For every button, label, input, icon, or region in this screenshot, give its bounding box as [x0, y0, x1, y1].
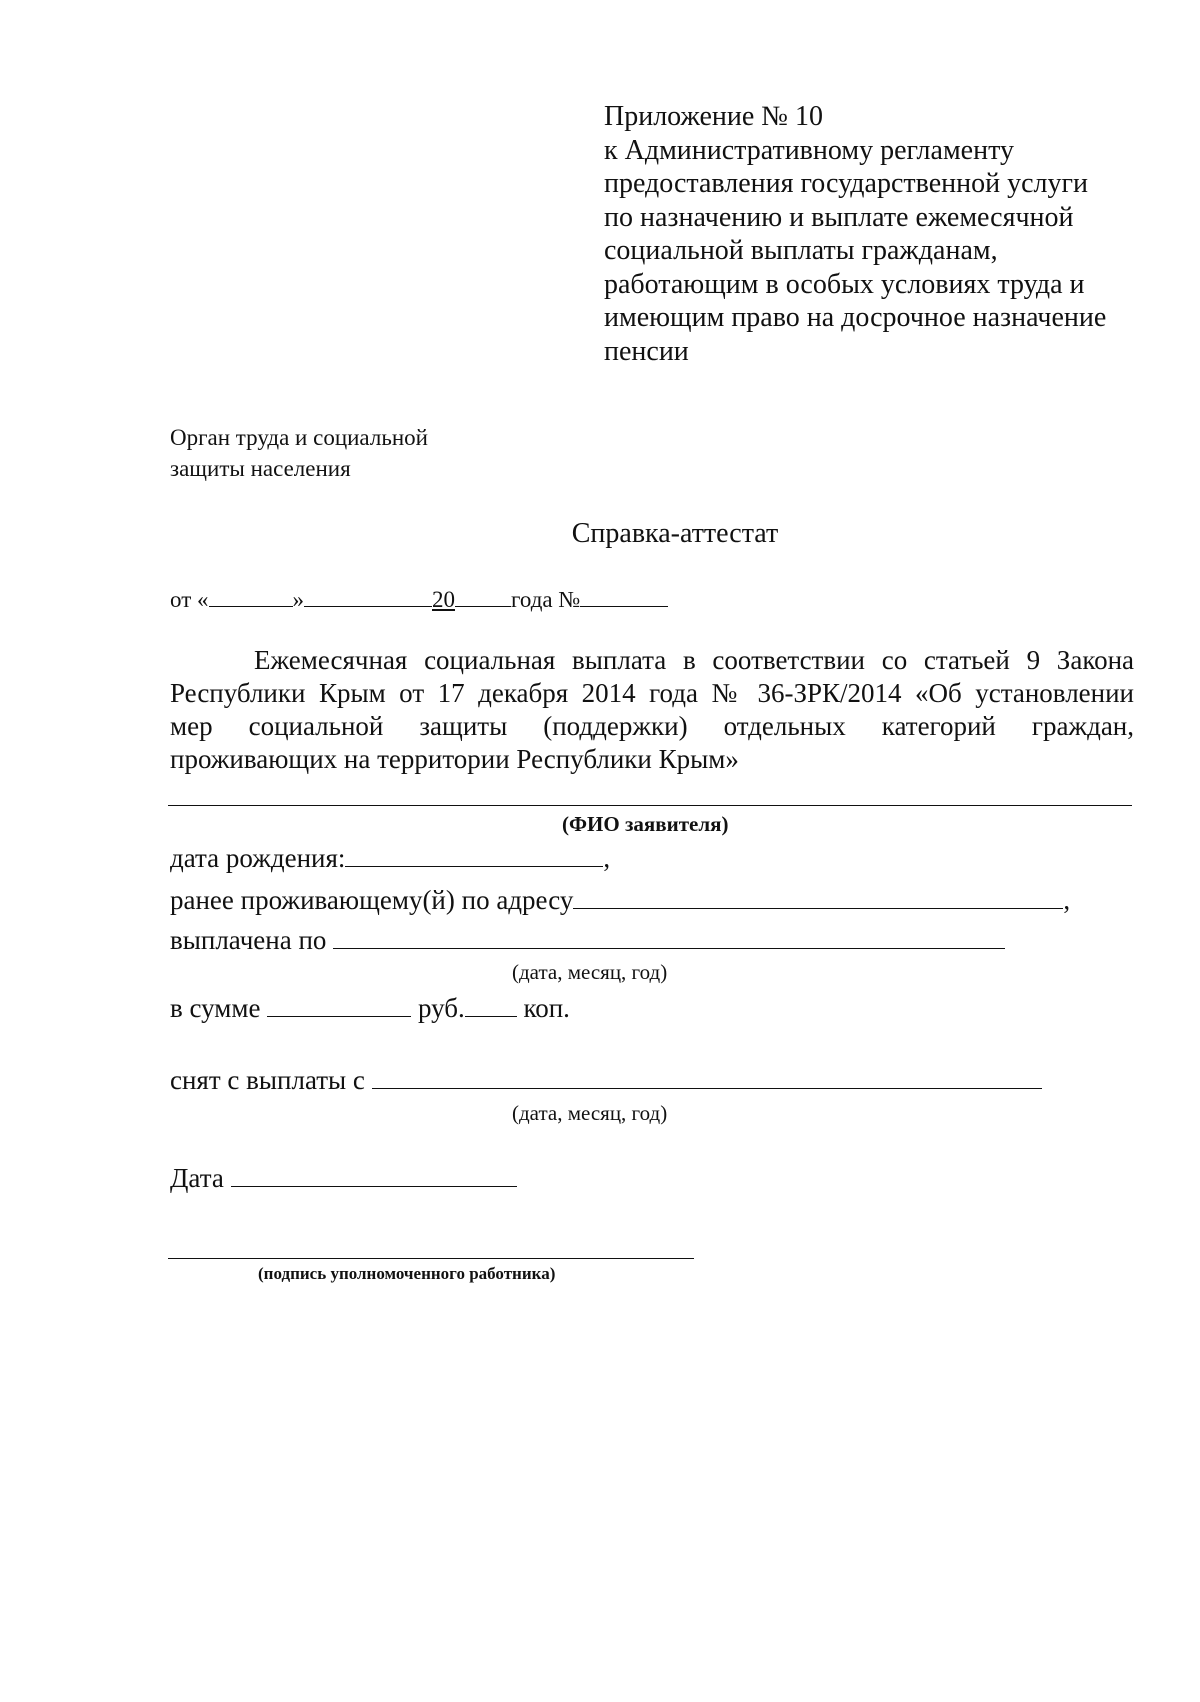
- sum-rub-blank[interactable]: [267, 994, 411, 1017]
- paid-until-blank[interactable]: [333, 926, 1005, 949]
- date-row: [170, 1163, 517, 1194]
- kop-label: коп.: [523, 993, 570, 1023]
- century-label: 20: [432, 587, 455, 612]
- sum-kop-blank[interactable]: [465, 994, 517, 1017]
- birth-date-comma: ,: [603, 843, 611, 873]
- birth-date-row: [170, 843, 610, 874]
- date-caption-1: (дата, месяц, год): [512, 960, 668, 984]
- authority-line-1: Орган труда и социальной: [170, 425, 428, 450]
- date-blank[interactable]: [231, 1164, 517, 1187]
- address-comma: ,: [1063, 885, 1071, 915]
- date-close-quote: »: [292, 587, 304, 612]
- appendix-line: социальной выплаты гражданам,: [604, 235, 998, 266]
- sum-label: в сумме: [170, 993, 261, 1023]
- address-label: ранее проживающему(й) по адресу: [170, 885, 574, 915]
- rub-label: руб.: [417, 993, 465, 1023]
- date-caption-2: (дата, месяц, год): [512, 1101, 668, 1125]
- birth-date-label: дата рождения:: [170, 843, 346, 873]
- month-blank[interactable]: [304, 584, 432, 607]
- legal-basis-paragraph: [170, 644, 1134, 776]
- authority-block: [170, 422, 428, 484]
- authority-line-2: защиты населения: [170, 456, 351, 481]
- fio-blank-line[interactable]: [168, 805, 1132, 806]
- date-label: Дата: [170, 1163, 224, 1193]
- appendix-line: работающим в особых условиях труда и: [604, 268, 1085, 300]
- address-blank[interactable]: [573, 886, 1063, 909]
- address-row: [170, 885, 1070, 916]
- number-blank[interactable]: [580, 584, 668, 607]
- paragraph-line-3: мер социальной защиты (поддержки) отдельных категорий граждан,: [170, 711, 1134, 741]
- appendix-line: пенсии: [604, 335, 689, 367]
- appendix-line: к Административному регламенту: [604, 134, 1014, 166]
- document-title: Справка-аттестат: [571, 518, 779, 549]
- year-blank[interactable]: [455, 584, 511, 607]
- fio-caption: (ФИО заявителя): [562, 812, 729, 836]
- signature-caption: (подпись уполномоченного работника): [258, 1264, 556, 1283]
- paragraph-line-2: Республики Крым от 17 декабря 2014 года № 36-ЗРК/2014 «Об установлении: [170, 678, 1134, 708]
- removed-label: снят с выплаты с: [170, 1065, 365, 1095]
- sum-row: [170, 993, 570, 1024]
- birth-date-blank[interactable]: [345, 844, 603, 867]
- paragraph-line-4: проживающих на территории Республики Крым»: [170, 744, 739, 774]
- date-from-label: от «: [170, 587, 209, 612]
- date-number-line: [170, 584, 668, 613]
- appendix-line: Приложение № 10: [604, 101, 823, 132]
- appendix-line: предоставления государственной услуги: [604, 168, 1088, 199]
- appendix-line: по назначению и выплате ежемесячной: [604, 201, 1074, 233]
- paragraph-line-1: [170, 644, 1134, 677]
- paragraph-text-1: Ежемесячная социальная выплата в соответствии со статьей 9 Закона: [254, 645, 1134, 675]
- removed-date-blank[interactable]: [372, 1066, 1042, 1089]
- appendix-line: имеющим право на досрочное назначение: [604, 302, 1107, 333]
- signature-blank-line[interactable]: [168, 1258, 694, 1259]
- paid-until-row: [170, 925, 1005, 956]
- paid-until-label: выплачена по: [170, 925, 327, 955]
- appendix-block: [604, 100, 1124, 368]
- removed-row: [170, 1065, 1042, 1096]
- year-number-label: года №: [511, 587, 581, 612]
- day-blank[interactable]: [209, 584, 293, 607]
